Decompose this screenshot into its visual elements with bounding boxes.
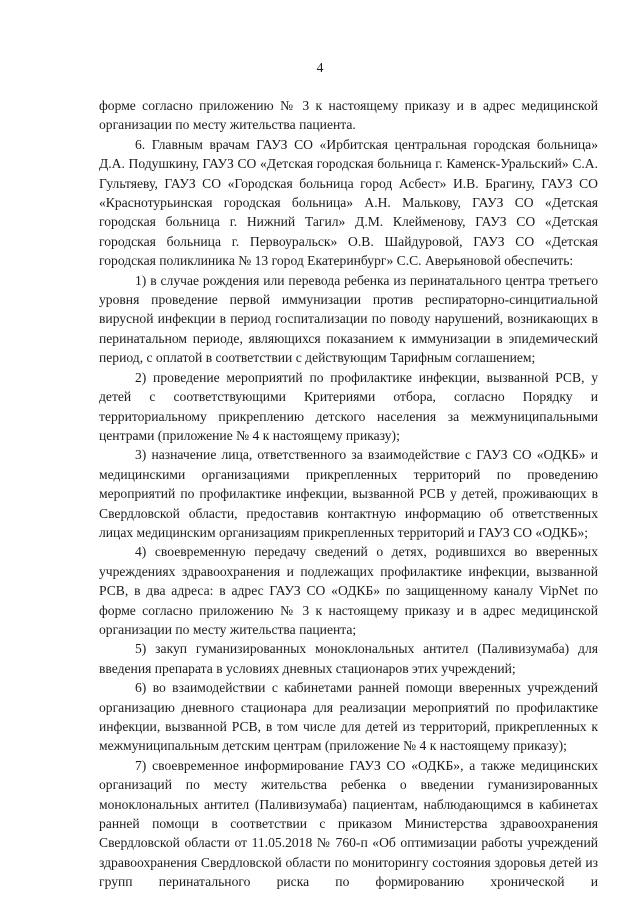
paragraph-subitem-4: 4) своевременную передачу сведений о детях, родившихся во вверенных учреждениях здравоохранения и подлежащих профилактике инфекции, вызванной РСВ, в два адреса: в адрес ГАУЗ СО «ОДКБ» по защищенному каналу VipNet по форме согласно приложению № 3 к настоящему приказу и в адрес медицинской организации по месту жительства пациента;: [99, 544, 598, 637]
document-body: [99, 96, 598, 892]
paragraph-subitem-2: 2) проведение мероприятий по профилактике инфекции, вызванной РСВ, у детей с соответствующими Критериями отбора, согласно Порядку и территориальному прикреплению детского населения за межмуниципальными центрами (приложение № 4 к настоящему приказу);: [99, 369, 598, 443]
paragraph-item-6: 6. Главным врачам ГАУЗ СО «Ирбитская центральная городская больница» Д.А. Подушкину, ГАУЗ СО «Детская городская больница г. Каменск-Уральский» С.А. Гультяеву, ГАУЗ СО «Городская больница город Асбест» И.В. Брагину, ГАУЗ СО «Краснотурьинская городская больница» А.Н. Малькову, ГАУЗ СО «Детская городская больница г. Нижний Тагил» Д.М. Клейменову, ГАУЗ СО «Детская городская больница г. Первоуральск» О.В. Шайдуровой, ГАУЗ СО «Детская городская поликлиника № 13 город Екатеринбург» С.С. Аверьяновой обеспечить:: [99, 136, 598, 269]
paragraph-subitem-3: 3) назначение лица, ответственного за взаимодействие с ГАУЗ СО «ОДКБ» и медицинскими организациями прикрепленных территорий по проведению мероприятий по профилактике инфекции, вызванной РСВ у детей, проживающих в Свердловской области, предоставив контактную информацию об ответственных лицах медицинским организациям прикрепленных территорий и ГАУЗ СО «ОДКБ»;: [99, 447, 598, 540]
paragraph-subitem-1: 1) в случае рождения или перевода ребенка из перинатального центра третьего уровня проведение первой иммунизации против респираторно-синцитиальной вирусной инфекции в период госпитализации по поводу нарушений, возникающих в перинатальном периоде, являющихся показанием к иммунизации в эпидемический период, с оплатой в соответствии с действующим Тарифным соглашением;: [99, 272, 598, 366]
paragraph-subitem-7: 7) своевременное информирование ГАУЗ СО «ОДКБ», а также медицинских организаций по месту жительства ребенка о введении гуманизированных моноклональных антител (Паливизумаба) пациентам, наблюдающимся в кабинетах ранней помощи в соответствии с приказом Министерства здравоохранения Свердловской области от 11.05.2018 № 760-п «Об оптимизации работы учреждений здравоохранения Свердловской области по мониторингу состояния здоровья детей из групп перинатального риска по формированию хронической и: [99, 757, 598, 890]
page-number: 4: [316, 60, 324, 75]
paragraph-subitem-5: 5) закуп гуманизированных моноклональных антител (Паливизумаба) для введения препарата в условиях дневных стационаров этих учреждений;: [99, 641, 598, 676]
paragraph-continuation: форме согласно приложению № 3 к настоящему приказу и в адрес медицинской организации по месту жительства пациента.: [99, 98, 598, 133]
paragraph-subitem-6: 6) во взаимодействии с кабинетами ранней помощи вверенных учреждений организацию дневного стационара для реализации мероприятий по профилактике инфекции, вызванной РСВ, в том числе для детей из территорий, прикрепленных к межмуниципальным детским центрам (приложение № 4 к настоящему приказу);: [99, 680, 598, 754]
